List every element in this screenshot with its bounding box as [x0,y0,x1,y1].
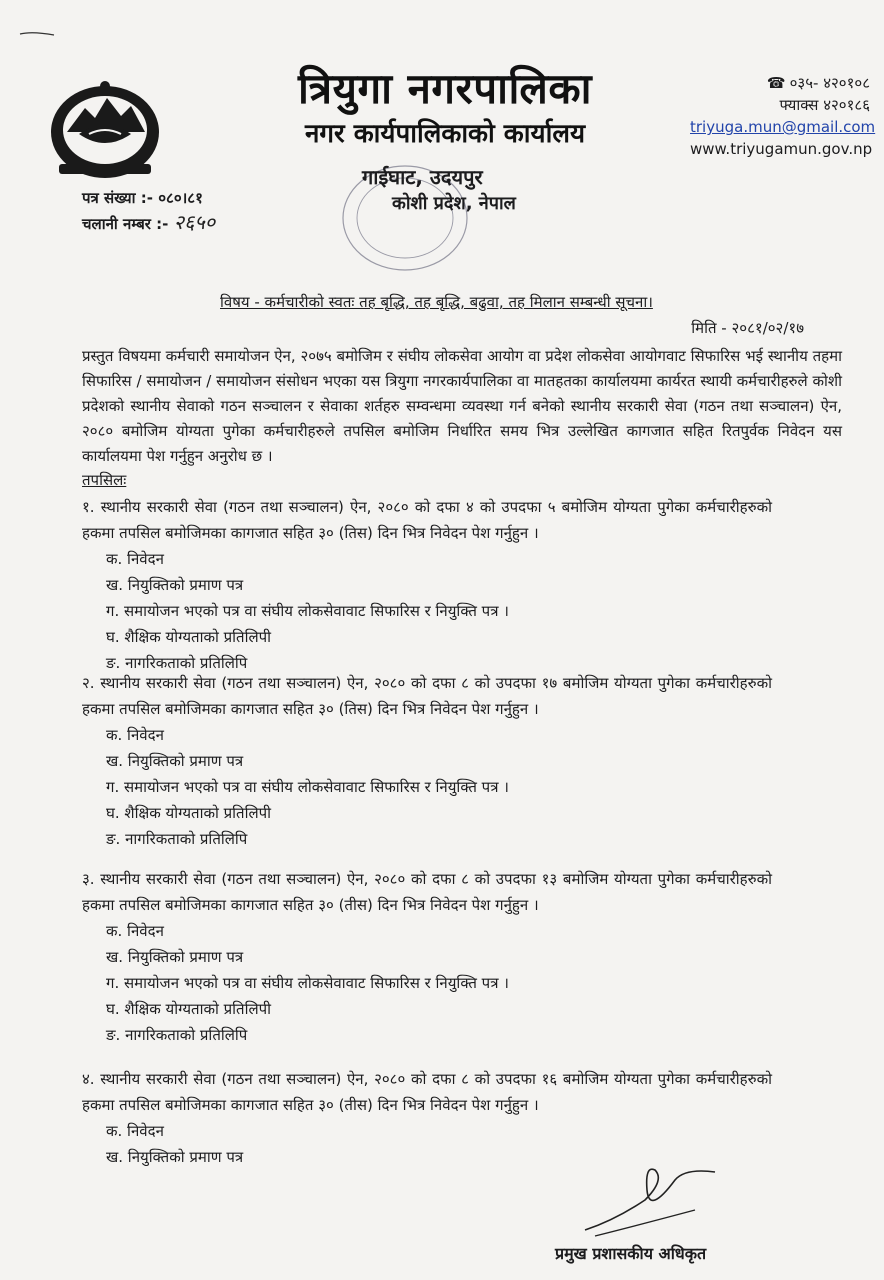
list-item: ख. नियुक्तिको प्रमाण पत्र [106,752,244,770]
list-item: ग. समायोजन भएको पत्र वा संघीय लोकसेवावाट सिफारिस र नियुक्ति पत्र । [106,974,509,992]
list-item: क. निवेदन [106,550,164,568]
nepal-emblem-icon [45,72,165,184]
website-link[interactable]: www.triyugamun.gov.np [690,140,873,158]
email-link[interactable]: triyuga.mun@gmail.com [690,118,876,136]
patra-value: ०८०।८१ [158,189,203,207]
contact-block [690,72,876,160]
section-1 [82,494,772,676]
letterhead-title [250,62,640,152]
date-line: मिति - २०८१/०२/१७ [691,319,804,337]
list-item: ग. समायोजन भएको पत्र वा संघीय लोकसेवावाट सिफारिस र नियुक्ति पत्र । [106,778,509,796]
handwritten-signature [575,1160,725,1240]
section-4 [82,1066,772,1170]
subject-line: विषय - कर्मचारीको स्वतः तह बृद्धि, तह बृद्धि, बढुवा, तह मिलान सम्बन्धी सूचना। [220,293,653,311]
list-item: ख. नियुक्तिको प्रमाण पत्र [106,1148,244,1166]
list-item: क. निवेदन [106,1122,164,1140]
list-item: ग. समायोजन भएको पत्र वा संघीय लोकसेवावाट सिफारिस र नियुक्ति पत्र । [106,602,509,620]
pen-mark [18,28,58,38]
fax-number: फ्याक्स ४२०१८६ [779,96,870,114]
office-location: गाईघाट, उदयपुर [362,165,483,189]
section-heading: २. स्थानीय सरकारी सेवा (गठन तथा सञ्चालन) ऐन, २०८० को दफा ८ को उपदफा १७ बमोजिम योग्यता पुगेका कर्मचारीहरुको हकमा तपसिल बमोजिमका कागजात सहित ३० (तिस) दिन भित्र निवेदन पेश गर्नुहुन । [82,674,772,718]
section-2 [82,670,772,852]
phone-row [690,72,870,94]
document-list [82,918,772,1048]
section-heading: ४. स्थानीय सरकारी सेवा (गठन तथा सञ्चालन) ऐन, २०८० को दफा ८ को उपदफा १६ बमोजिम योग्यता पुगेका कर्मचारीहरुको हकमा तपसिल बमोजिमका कागजात सहित ३० (तीस) दिन भित्र निवेदन पेश गर्नुहुन । [82,1070,772,1114]
phone-icon: ☎ [766,74,786,92]
list-item: घ. शैक्षिक योग्यताको प्रतिलिपी [106,628,272,646]
section-3 [82,866,772,1048]
signer-title: प्रमुख प्रशासकीय अधिकृत [555,1244,707,1263]
list-item: घ. शैक्षिक योग्यताको प्रतिलिपी [106,1000,272,1018]
reference-numbers [82,186,215,236]
chalani-number [82,210,215,236]
office-title: नगर कार्यपालिकाको कार्यालय [304,119,586,149]
list-item: ङ. नागरिकताको प्रतिलिपि [106,1026,248,1044]
list-item: ख. नियुक्तिको प्रमाण पत्र [106,576,244,594]
list-item: क. निवेदन [106,922,164,940]
list-item: ङ. नागरिकताको प्रतिलिपि [106,654,248,672]
intro-paragraph: प्रस्तुत विषयमा कर्मचारी समायोजन ऐन, २०७५ बमोजिम र संघीय लोकसेवा आयोग वा प्रदेश लोकसेवा आयोगवाट सिफारिस भई स्थानीय तहमा सिफारिस / समायोजन / समायोजन संसोधन भएका यस त्रियुगा नगरकार्यपालिका वा मातहतका कार्यालयमा कार्यरत स्थायी कर्मचारीहरुले कोशी प्रदेशको स्थानीय सेवाको गठन सञ्चालन र सेवाका शर्तहरु सम्वन्धमा व्यवस्था गर्न बनेको स्थानीय सरकारी सेवा (गठन तथा सञ्चालन) ऐन, २०८० बमोजिम योग्यता पुगेका कर्मचारीहरुले तपसिल बमोजिम निर्धारित समय भित्र उल्लेखित कागजात सहित रितपुर्वक निवेदन यस कार्यालयमा पेश गर्नुहुन अनुरोध छ । [82,347,842,465]
section-heading: ३. स्थानीय सरकारी सेवा (गठन तथा सञ्चालन) ऐन, २०८० को दफा ८ को उपदफा १३ बमोजिम योग्यता पुगेका कर्मचारीहरुको हकमा तपसिल बमोजिमका कागजात सहित ३० (तीस) दिन भित्र निवेदन पेश गर्नुहुन । [82,870,772,914]
section-heading: १. स्थानीय सरकारी सेवा (गठन तथा सञ्चालन) ऐन, २०८० को दफा ४ को उपदफा ५ बमोजिम योग्यता पुगेका कर्मचारीहरुको हकमा तपसिल बमोजिमका कागजात सहित ३० (तिस) दिन भित्र निवेदन पेश गर्नुहुन । [82,498,772,542]
patra-label: पत्र संख्या :- [82,189,153,207]
patra-sankhya [82,186,215,210]
list-item: ङ. नागरिकताको प्रतिलिपि [106,830,248,848]
phone-number: ०३५- ४२०१०८ [789,74,870,92]
office-province: कोशी प्रदेश, नेपाल [392,193,516,214]
document-list [82,722,772,852]
document-list [82,546,772,676]
list-item: घ. शैक्षिक योग्यताको प्रतिलिपी [106,804,272,822]
chalani-value: २६५० [173,210,216,234]
list-item: ख. नियुक्तिको प्रमाण पत्र [106,948,244,966]
list-item: क. निवेदन [106,726,164,744]
org-title: त्रियुगा नगरपालिका [298,64,592,113]
chalani-label: चलानी नम्बर :- [82,215,169,233]
tapasil-heading: तपसिलः [82,471,127,489]
